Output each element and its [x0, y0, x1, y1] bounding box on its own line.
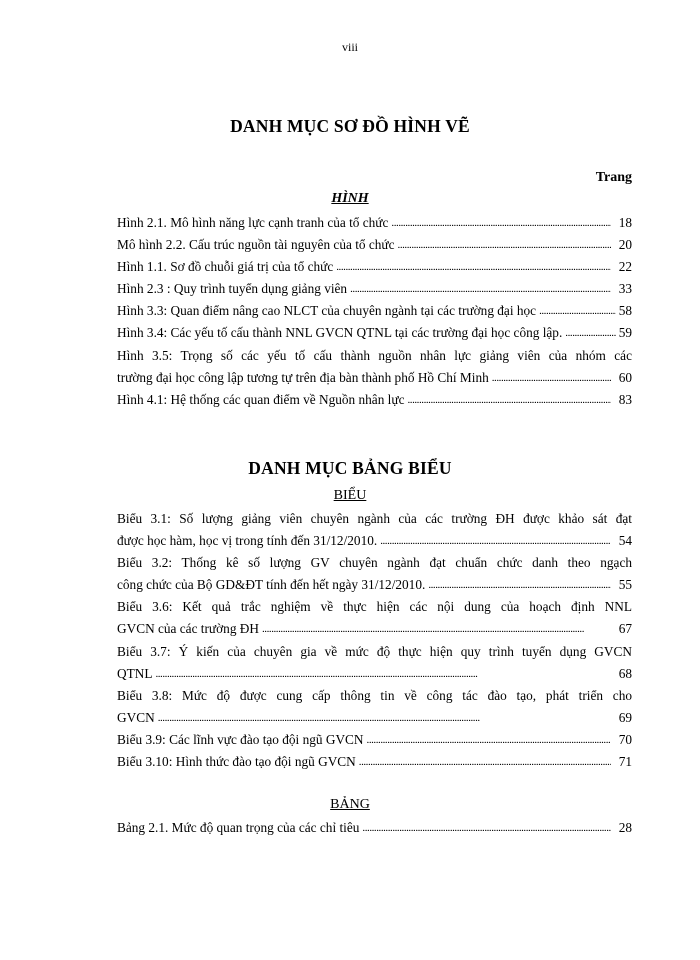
toc-entry-line1[interactable]: Biểu 3.6: Kết quả trắc nghiệm về thực hiện các nội dung của hoạch định NNL	[117, 599, 632, 615]
figures-entries	[117, 212, 632, 411]
figures-list-title: DANH MỤC SƠ ĐỒ HÌNH VẼ	[230, 116, 470, 136]
bieu-entries	[117, 508, 632, 773]
toc-entry[interactable]: Hình 2.3 : Quy trình tuyển dụng giảng viên . . . 33	[117, 278, 632, 300]
toc-entry[interactable]: GVCN của các trường ĐH . . . 67	[117, 618, 632, 640]
toc-entry[interactable]: trường đại học công lập tương tự trên địa bàn thành phố Hồ Chí Minh . . . 60	[117, 367, 632, 389]
bieu-subheading: BIỂU	[333, 488, 367, 503]
toc-entry-line1[interactable]: Biểu 3.8: Mức độ được cung cấp thông tin về công tác đào tạo, phát triển cho	[117, 687, 632, 703]
toc-entry-line1[interactable]: Biểu 3.1: Số lượng giảng viên chuyên ngành của các trường ĐH được khảo sát đạt	[117, 511, 632, 526]
toc-entry[interactable]: Mô hình 2.2. Cấu trúc nguồn tài nguyên của tổ chức . . . 20	[117, 234, 632, 256]
toc-entry[interactable]: được học hàm, học vị trong tính đến 31/12/2010. . . . 54	[117, 530, 632, 552]
toc-entry[interactable]: Hình 2.1. Mô hình năng lực cạnh tranh của tổ chức . . . 18	[117, 212, 632, 234]
toc-entry[interactable]: Hình 3.4: Các yếu tố cấu thành NNL GVCN QTNL tại các trường đại học công lập. . . . 59	[117, 322, 632, 344]
toc-entry[interactable]: Bảng 2.1. Mức độ quan trọng của các chỉ tiêu . . . 28	[117, 817, 632, 839]
toc-entry[interactable]: công chức của Bộ GD&ĐT tính đến hết ngày 31/12/2010. . . . 55	[117, 574, 632, 596]
page-number: viii	[341, 40, 358, 54]
toc-entry[interactable]: GVCN . . . 69	[117, 707, 632, 729]
toc-entry[interactable]: Biểu 3.10: Hình thức đào tạo đội ngũ GVCN . . . 71	[117, 751, 632, 773]
toc-entry[interactable]: Hình 1.1. Sơ đồ chuỗi giá trị của tổ chức . . . 22	[117, 256, 632, 278]
page-column-label: Trang	[595, 170, 632, 185]
toc-entry[interactable]: Hình 4.1: Hệ thống các quan điểm về Nguồn nhân lực . . . 83	[117, 389, 632, 411]
bang-subheading: BẢNG	[330, 797, 370, 812]
toc-entry-line1[interactable]: Biểu 3.2: Thống kê số lượng GV chuyên ngành đạt chuẩn chức danh theo ngạch	[117, 555, 632, 571]
toc-entry-line1[interactable]: Biểu 3.7: Ý kiến của chuyên gia về mức độ thực hiện quy trình tuyển dụng GVCN	[117, 643, 632, 659]
toc-entry[interactable]: QTNL . . . 68	[117, 663, 632, 685]
tables-list-title: DANH MỤC BẢNG BIỂU	[248, 458, 452, 478]
toc-entry[interactable]: Hình 3.3: Quan điểm nâng cao NLCT của chuyên ngành tại các trường đại học . . . 58	[117, 300, 632, 322]
figures-subheading: HÌNH	[331, 191, 369, 206]
toc-entry-line1[interactable]: Hình 3.5: Trọng số các yếu tố cấu thành nguồn nhân lực giảng viên của nhóm các	[117, 347, 632, 363]
toc-entry[interactable]: Biểu 3.9: Các lĩnh vực đào tạo đội ngũ GVCN . . . 70	[117, 729, 632, 751]
bang-entries	[117, 817, 632, 839]
